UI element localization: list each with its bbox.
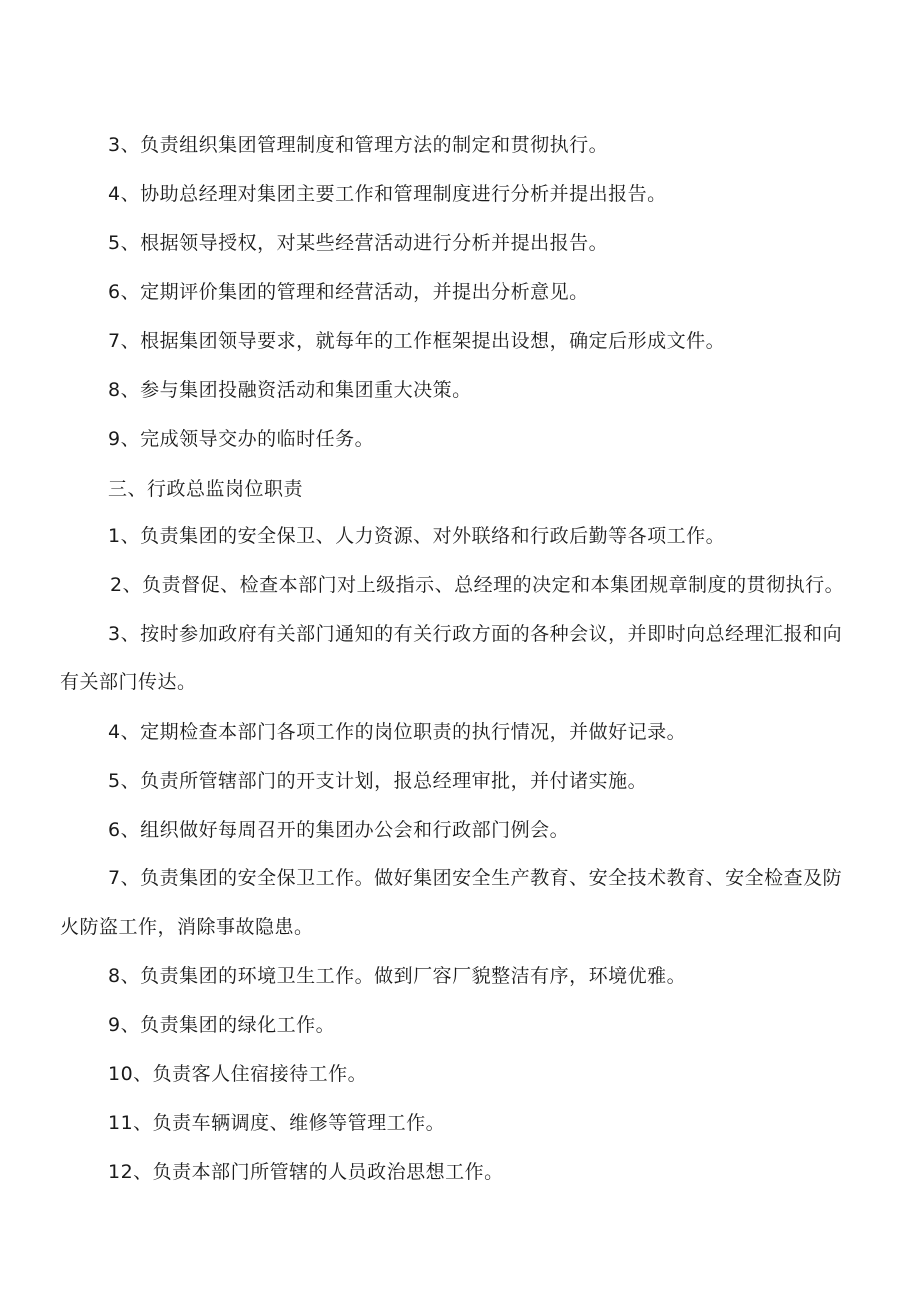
text-line: 6、组织做好每周召开的集团办公会和行政部门例会。 bbox=[108, 819, 570, 841]
text-line: 7、根据集团领导要求，就每年的工作框架提出设想，确定后形成文件。 bbox=[108, 330, 726, 352]
text-line: 8、参与集团投融资活动和集团重大决策。 bbox=[108, 379, 472, 401]
text-line: 7、负责集团的安全保卫工作。做好集团安全生产教育、安全技术教育、安全检查及防 bbox=[108, 867, 843, 889]
text-line: 3、负责组织集团管理制度和管理方法的制定和贯彻执行。 bbox=[108, 134, 609, 156]
text-line: 5、负责所管辖部门的开支计划，报总经理审批，并付诸实施。 bbox=[108, 770, 648, 792]
text-line: 4、定期检查本部门各项工作的岗位职责的执行情况，并做好记录。 bbox=[108, 721, 687, 743]
text-line: 12、负责本部门所管辖的人员政治思想工作。 bbox=[108, 1161, 504, 1183]
text-line: 11、负责车辆调度、维修等管理工作。 bbox=[108, 1112, 446, 1134]
text-line: 1、负责集团的安全保卫、人力资源、对外联络和行政后勤等各项工作。 bbox=[108, 525, 726, 547]
text-line: 有关部门传达。 bbox=[60, 671, 197, 693]
text-line: 8、负责集团的环境卫生工作。做到厂容厂貌整洁有序，环境优雅。 bbox=[108, 965, 687, 987]
text-line: 9、负责集团的绿化工作。 bbox=[108, 1014, 336, 1036]
text-line: 9、完成领导交办的临时任务。 bbox=[108, 428, 375, 450]
text-line: 3、按时参加政府有关部门通知的有关行政方面的各种会议，并即时向总经理汇报和向 bbox=[108, 623, 843, 645]
text-line: 4、协助总经理对集团主要工作和管理制度进行分析并提出报告。 bbox=[108, 183, 667, 205]
text-line: 6、定期评价集团的管理和经营活动，并提出分析意见。 bbox=[108, 281, 589, 303]
text-line: 5、根据领导授权，对某些经营活动进行分析并提出报告。 bbox=[108, 232, 609, 254]
text-line: 10、负责客人住宿接待工作。 bbox=[108, 1063, 368, 1085]
section-heading: 三、行政总监岗位职责 bbox=[108, 478, 304, 500]
text-line: 火防盗工作，消除事故隐患。 bbox=[60, 916, 314, 938]
text-line: 2、负责督促、检查本部门对上级指示、总经理的决定和本集团规章制度的贯彻执行。 bbox=[110, 574, 845, 596]
